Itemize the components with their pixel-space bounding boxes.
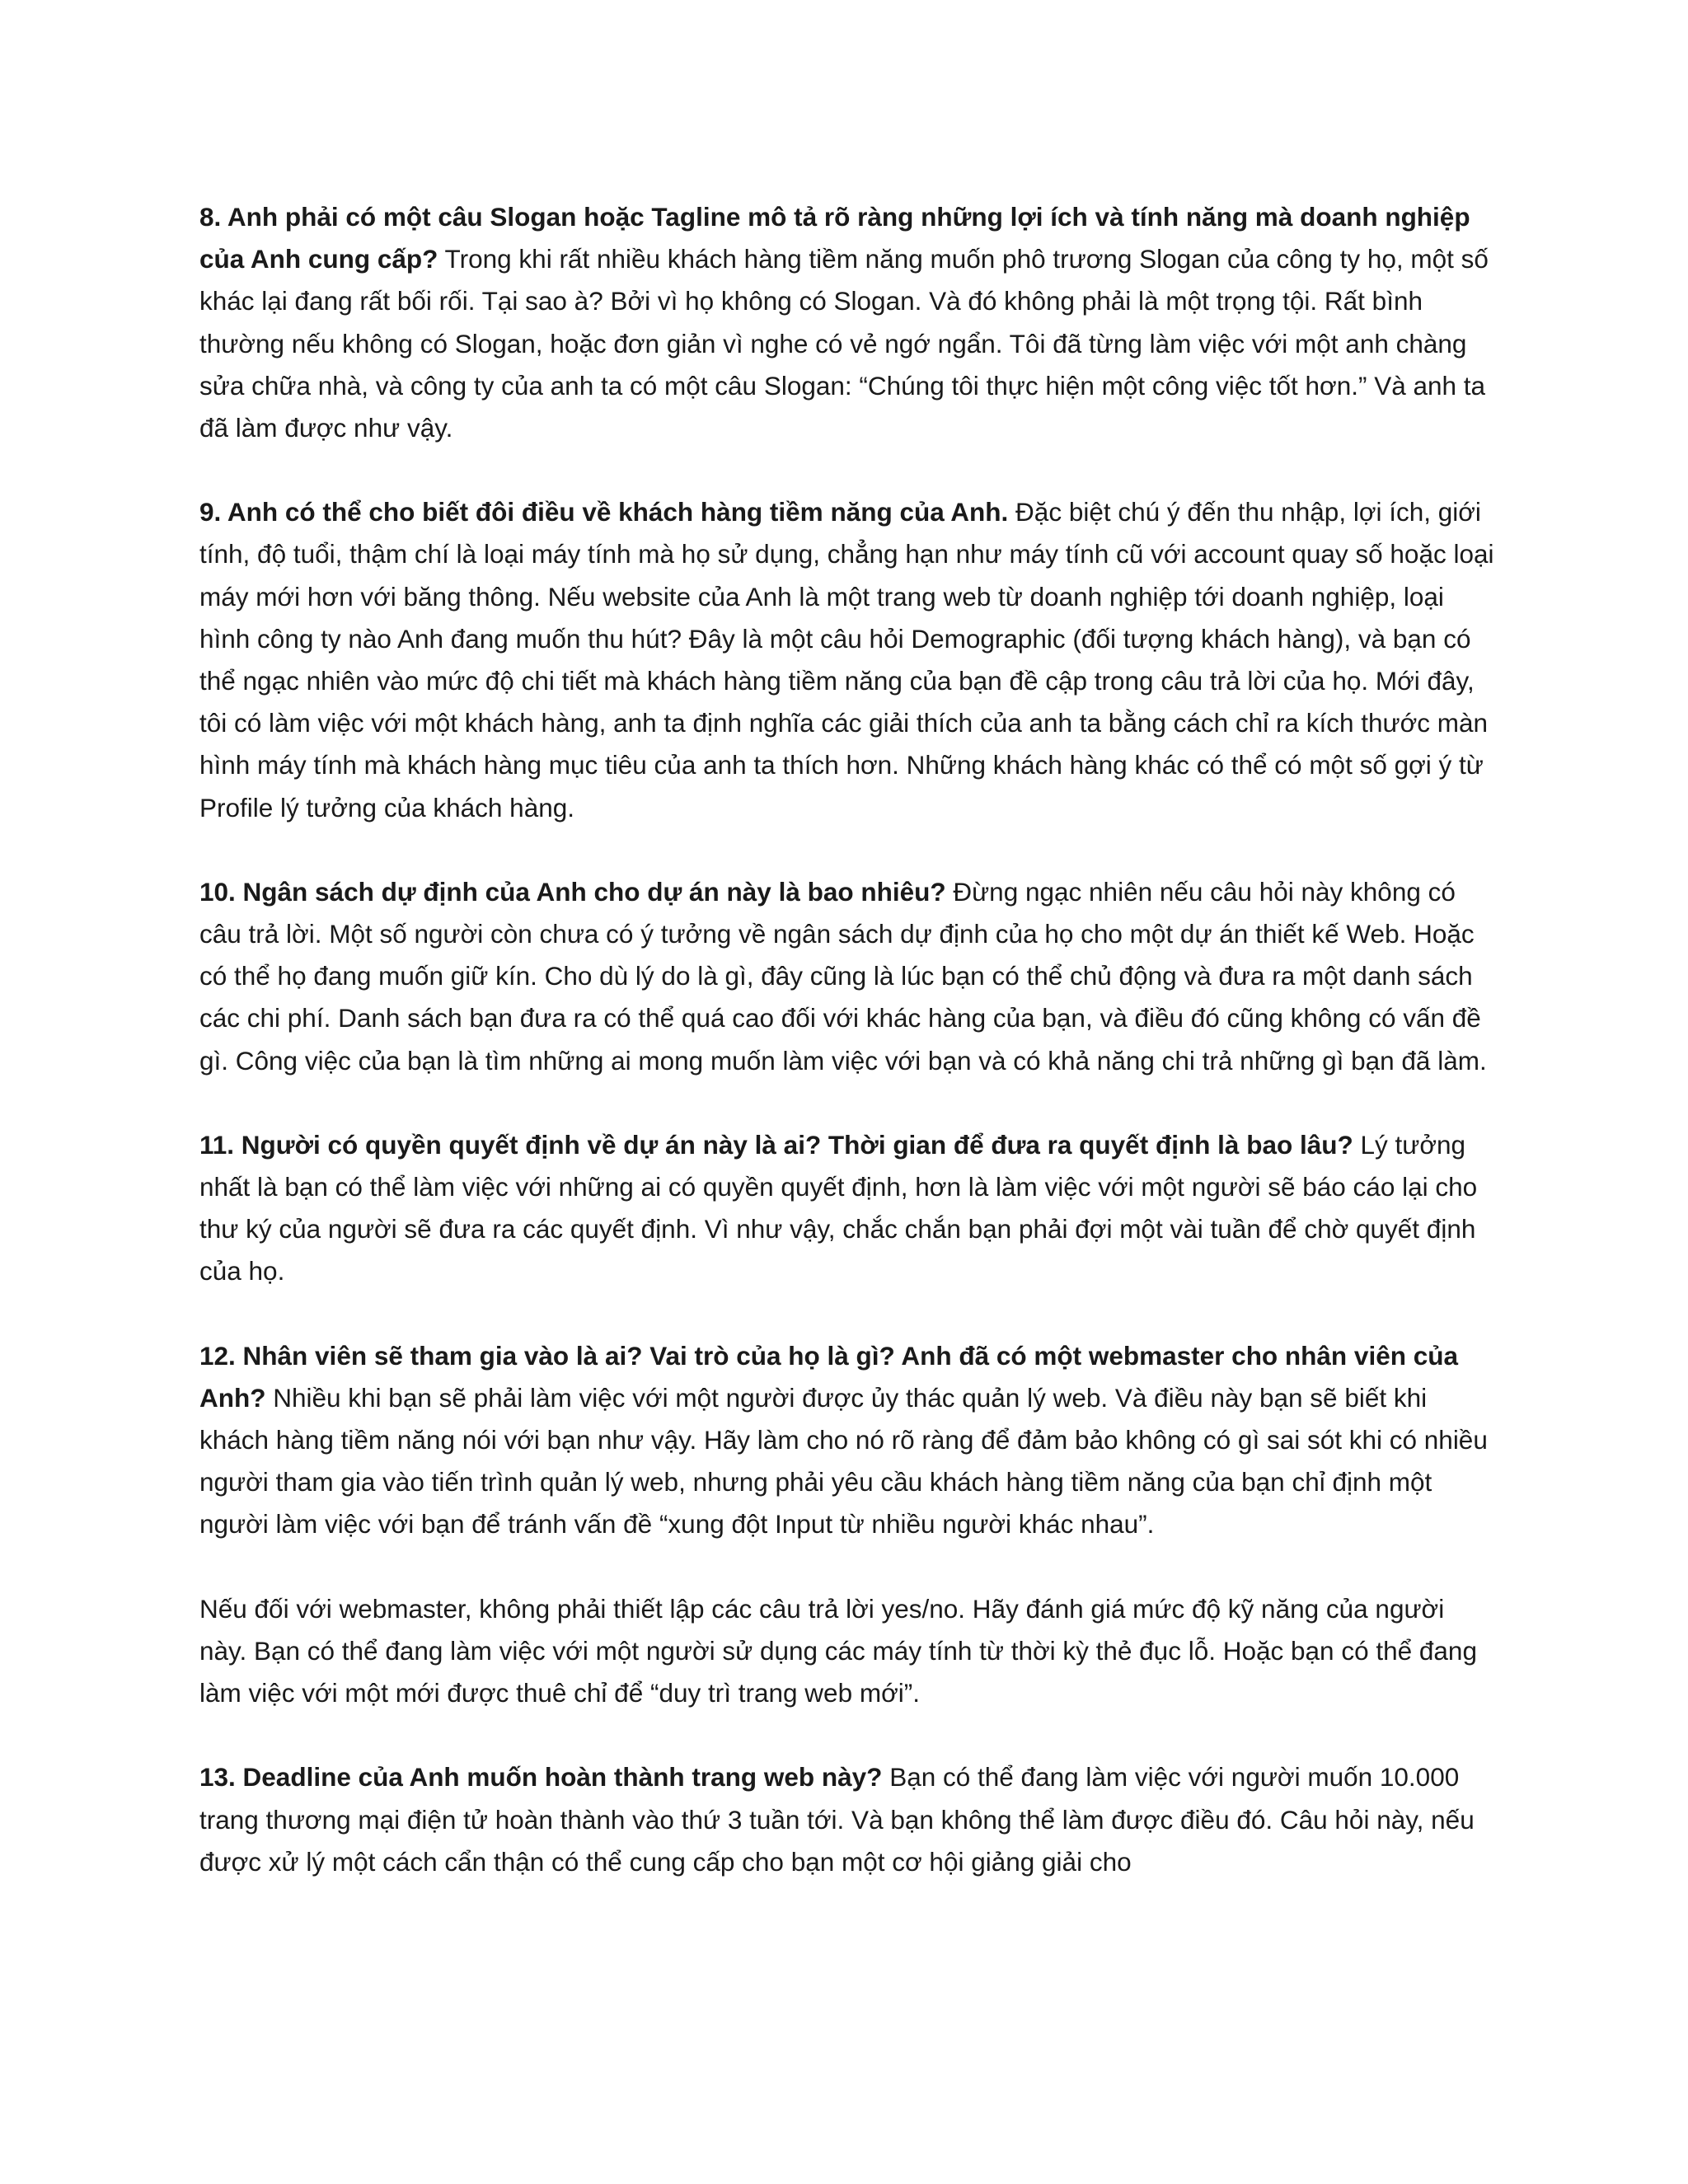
question-heading: 10. Ngân sách dự định của Anh cho dự án này là bao nhiêu? bbox=[199, 876, 946, 907]
question-heading: 11. Người có quyền quyết định về dự án này là ai? Thời gian để đưa ra quyết định là bao lâu? bbox=[199, 1129, 1353, 1160]
paragraph-question-10 bbox=[199, 871, 1495, 1082]
paragraph-question-8 bbox=[199, 196, 1495, 449]
paragraph-text: Nếu đối với webmaster, không phải thiết lập các câu trả lời yes/no. Hãy đánh giá mức độ kỹ năng của người này. Bạn có thể đang làm việc với một người sử dụng các máy tính từ thời kỳ thẻ đục lỗ. Hoặc bạn có thể đang làm việc với một mới được thuê chỉ để “duy trì trang web mới”. bbox=[199, 1593, 1477, 1708]
paragraph-webmaster-note bbox=[199, 1588, 1495, 1715]
paragraph-question-13 bbox=[199, 1756, 1495, 1883]
question-heading: 13. Deadline của Anh muốn hoàn thành trang web này? bbox=[199, 1762, 883, 1793]
paragraph-text: Đừng ngạc nhiên nếu câu hỏi này không có câu trả lời. Một số người còn chưa có ý tưởng về ngân sách dự định của họ cho một dự án thiết kế Web. Hoặc có thể họ đang muốn giữ kín. Cho dù lý do là gì, đây cũng là lúc bạn có thể chủ động và đưa ra một danh sách các chi phí. Danh sách bạn đưa ra có thể quá cao đối với khác hàng của bạn, và điều đó cũng không có vấn đề gì. Công việc của bạn là tìm những ai mong muốn làm việc với bạn và có khả năng chi trả những gì bạn đã làm. bbox=[199, 876, 1487, 1076]
paragraph-question-9 bbox=[199, 491, 1495, 829]
paragraph-text: Nhiều khi bạn sẽ phải làm việc với một người được ủy thác quản lý web. Và điều này bạn sẽ biết khi khách hàng tiềm năng nói với bạn như vậy. Hãy làm cho nó rõ ràng để đảm bảo không có gì sai sót khi có nhiều người tham gia vào tiến trình quản lý web, nhưng phải yêu cầu khách hàng tiềm năng của bạn chỉ định một người làm việc với bạn để tránh vấn đề “xung đột Input từ nhiều người khác nhau”. bbox=[199, 1382, 1488, 1540]
paragraph-question-12 bbox=[199, 1335, 1495, 1546]
paragraph-question-11 bbox=[199, 1124, 1495, 1293]
document-body bbox=[199, 196, 1495, 1925]
question-heading: 8. Anh phải có một câu Slogan hoặc Tagline mô tả rõ ràng những lợi ích và tính năng mà doanh nghiệp của Anh cung cấp? bbox=[199, 202, 1470, 274]
question-heading: 9. Anh có thể cho biết đôi điều về khách hàng tiềm năng của Anh. bbox=[199, 497, 1009, 527]
paragraph-text: Bạn có thể đang làm việc với người muốn 10.000 trang thương mại điện tử hoàn thành vào thứ 3 tuần tới. Và bạn không thể làm được điều đó. Câu hỏi này, nếu được xử lý một cách cẩn thận có thể cung cấp cho bạn một cơ hội giảng giải cho bbox=[199, 1762, 1475, 1877]
paragraph-text: Trong khi rất nhiều khách hàng tiềm năng muốn phô trương Slogan của công ty họ, một số khác lại đang rất bối rối. Tại sao à? Bởi vì họ không có Slogan. Và đó không phải là một trọng tội. Rất bình thường nếu không có Slogan, hoặc đơn giản vì nghe có vẻ ngớ ngẩn. Tôi đã từng làm việc với một anh chàng sửa chữa nhà, và công ty của anh ta có một câu Slogan: “Chúng tôi thực hiện một công việc tốt hơn.” Và anh ta đã làm được như vậy. bbox=[199, 244, 1489, 443]
question-heading: 12. Nhân viên sẽ tham gia vào là ai? Vai trò của họ là gì? Anh đã có một webmaster cho nhân viên của Anh? bbox=[199, 1340, 1458, 1413]
paragraph-text: Đặc biệt chú ý đến thu nhập, lợi ích, giới tính, độ tuổi, thậm chí là loại máy tính mà họ sử dụng, chẳng hạn như máy tính cũ với account quay số hoặc loại máy mới hơn với băng thông. Nếu website của Anh là một trang web từ doanh nghiệp tới doanh nghiệp, loại hình công ty nào Anh đang muốn thu hút? Đây là một câu hỏi Demographic (đối tượng khách hàng), và bạn có thể ngạc nhiên vào mức độ chi tiết mà khách hàng tiềm năng của bạn đề cập trong câu trả lời của họ. Mới đây, tôi có làm việc với một khách hàng, anh ta định nghĩa các giải thích của anh ta bằng cách chỉ ra kích thước màn hình máy tính mà khách hàng mục tiêu của anh ta thích hơn. Những khách hàng khác có thể có một số gợi ý từ Profile lý tưởng của khách hàng. bbox=[199, 497, 1494, 823]
paragraph-text: Lý tưởng nhất là bạn có thể làm việc với những ai có quyền quyết định, hơn là làm việc với một người sẽ báo cáo lại cho thư ký của người sẽ đưa ra các quyết định. Vì như vậy, chắc chắn bạn phải đợi một vài tuần để chờ quyết định của họ. bbox=[199, 1129, 1478, 1286]
